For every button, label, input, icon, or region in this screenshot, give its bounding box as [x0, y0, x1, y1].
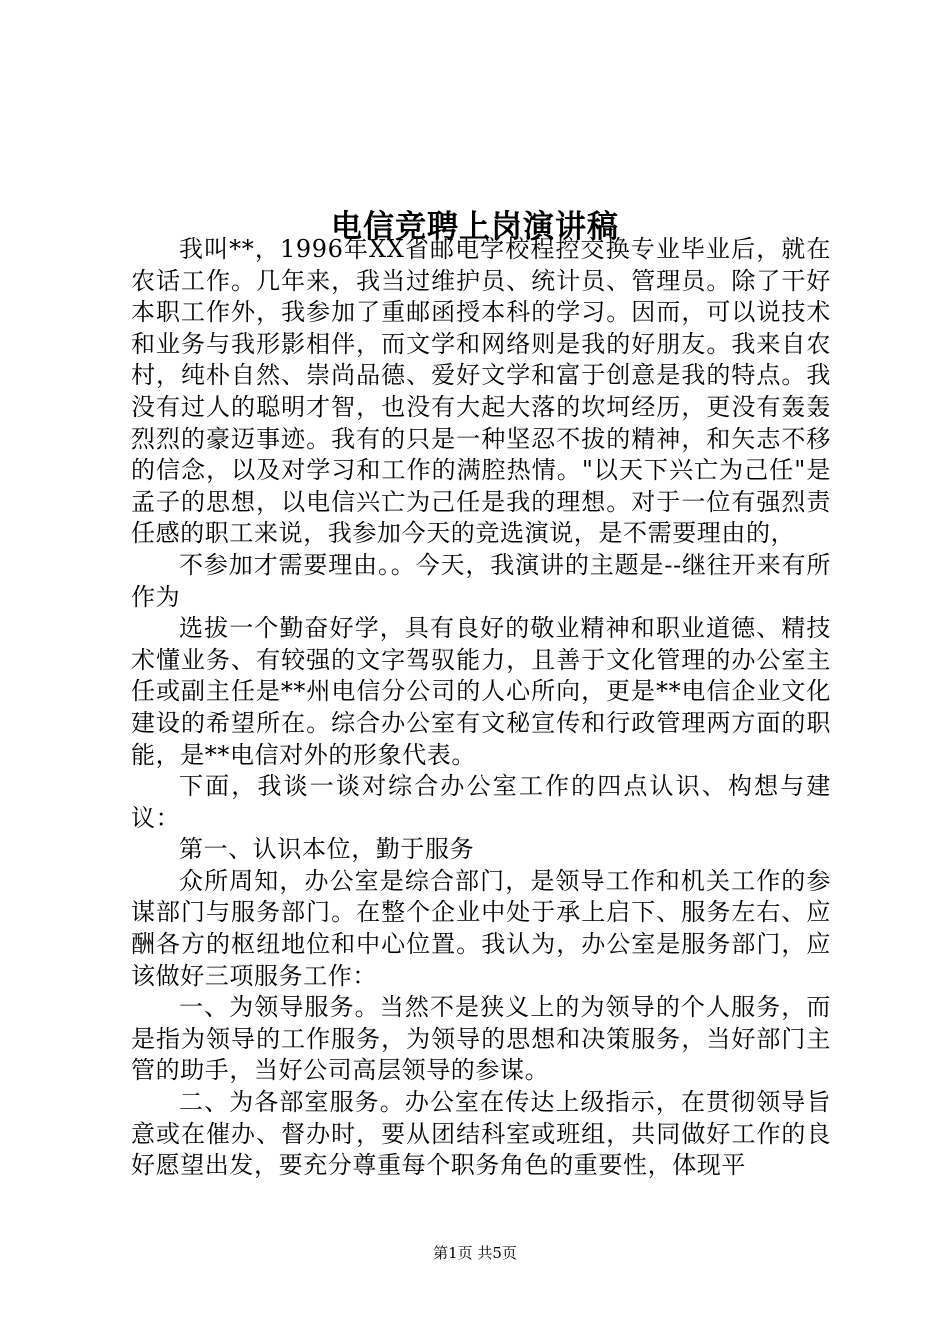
document-body [131, 234, 831, 1182]
paragraph-introduction: 我叫**，1996年XX省邮电学校程控交换专业毕业后，就在农话工作。几年来，我当过维护员、统计员、管理员。除了干好本职工作外，我参加了重邮函授本科的学习。因而，可以说技术和业务与我形影相伴，而文学和网络则是我的好朋友。我来自农村，纯朴自然、崇尚品德、爱好文学和富于创意是我的特点。我没有过人的聪明才智，也没有大起大落的坎坷经历，更没有轰轰烈烈的豪迈事迹。我有的只是一种坚忍不拔的精神，和矢志不移的信念，以及对学习和工作的满腔热情。"以天下兴亡为己任"是孟子的思想，以电信兴亡为己任是我的理想。对于一位有强烈责任感的职工来说，我参加今天的竞选演说，是不需要理由的， [131, 235, 831, 548]
paragraph-theme: 不参加才需要理由。。今天，我演讲的主题是--继往开来有所作为 [131, 550, 831, 611]
paragraph-serve-leaders: 一、为领导服务。当然不是狭义上的为领导的个人服务，而是指为领导的工作服务，为领导的思想和决策服务，当好部门主管的助手，当好公司高层领导的参谋。 [131, 993, 831, 1085]
section-heading-first: 第一、认识本位，勤于服务 [179, 835, 475, 864]
paragraph-selection: 选拔一个勤奋好学，具有良好的敬业精神和职业道德、精技术懂业务、有较强的文字驾驭能力，且善于文化管理的办公室主任或副主任是**州电信分公司的人心所向，更是**电信企业文化建设的希望所在。综合办公室有文秘宣传和行政管理两方面的职能，是**电信对外的形象代表。 [131, 614, 831, 769]
paragraph-outline: 下面，我谈一谈对综合办公室工作的四点认识、构想与建议： [131, 772, 831, 832]
document-title: 电信竞聘上岗演讲稿 [331, 208, 619, 245]
page-footer: 第1页 共5页 [433, 1244, 517, 1262]
paragraph-serve-departments: 二、为各部室服务。办公室在传达上级指示，在贯彻领导旨意或在催办、督办时，要从团结科室或班组，共同做好工作的良好愿望出发，要充分尊重每个职务角色的重要性，体现平 [131, 1088, 831, 1180]
paragraph-office-role: 众所周知，办公室是综合部门，是领导工作和机关工作的参谋部门与服务部门。在整个企业中处于承上启下、服务左右、应酬各方的枢纽地位和中心位置。我认为，办公室是服务部门，应该做好三项服务工作： [131, 866, 831, 990]
